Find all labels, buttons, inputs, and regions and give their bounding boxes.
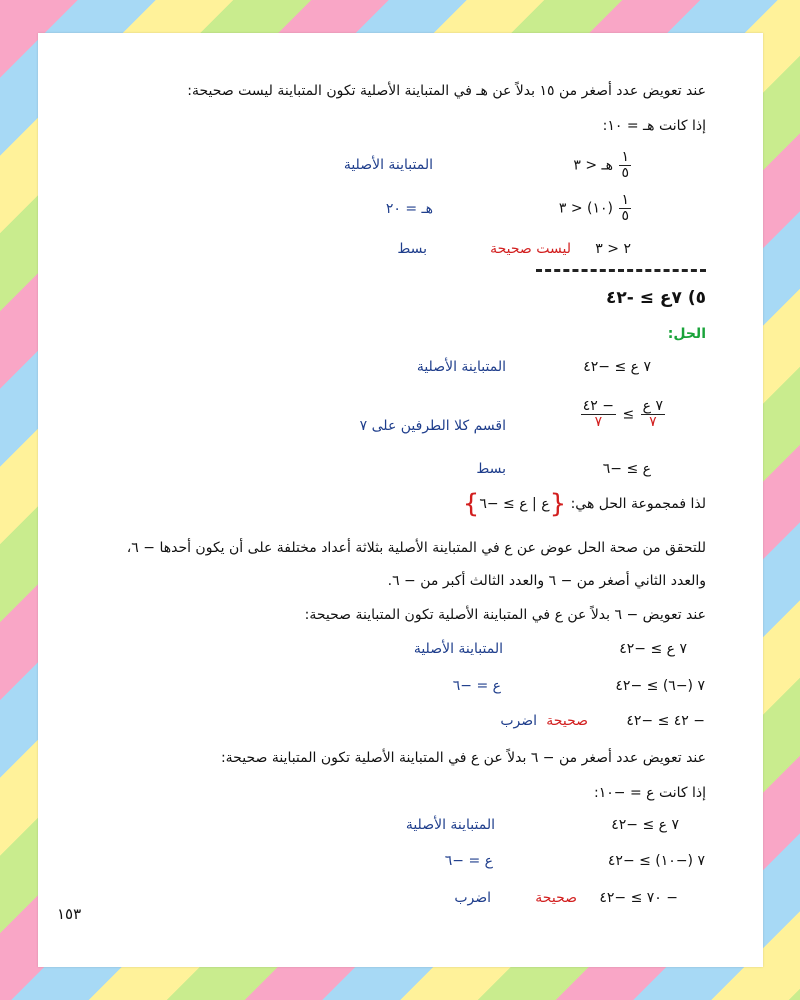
check3-right: اضرب — [500, 713, 537, 729]
page-sheet — [38, 33, 763, 967]
check-paragraph-3: عند تعويض − ٦ بدلاً عن ع في المتباينة الأصلية تكون المتباينة صحيحة: — [304, 607, 706, 623]
solution-set-inner: ع | ع ≥ −٦ — [479, 496, 550, 512]
ex2-left: $\frac{١}{٥}$ (١٠) < ٣ — [558, 192, 629, 224]
brace-open: { — [549, 489, 567, 519]
brace-close: } — [462, 489, 480, 519]
check6-right: اضرب — [454, 890, 491, 906]
ex2-right: هـ = ٢٠ — [385, 201, 433, 217]
check1-left: ٧ ع ≥ −٤٢ — [619, 641, 687, 657]
step2-right: اقسم كلا الطرفين على ٧ — [359, 418, 506, 434]
check4-right: المتباينة الأصلية — [405, 817, 495, 833]
ex3-status: ليست صحيحة — [490, 241, 571, 257]
page-number: ١٥٣ — [57, 905, 82, 923]
ex1-left: $\frac{١}{٥}$ هـ < ٣ — [573, 149, 629, 181]
solution-set-line — [462, 489, 706, 519]
intro-line: عند تعويض عدد أصغر من ١٥ بدلاً عن هـ في المتباينة الأصلية تكون المتباينة ليست صحيحة: — [187, 83, 706, 99]
step3-right: بسط — [476, 461, 506, 477]
check2-left: ٧ (−٦) ≥ −٤٢ — [615, 678, 705, 694]
if-line: إذا كانت هـ = ١٠: — [602, 118, 706, 134]
solution-set-text: لذا فمجموعة الحل هي: — [570, 496, 706, 512]
ex3-left: ٢ < ٣ — [595, 241, 631, 257]
ex1-fraction: $\frac{١}{٥}$ — [621, 149, 629, 181]
check-paragraph-2: والعدد الثاني أصغر من − ٦ والعدد الثالث أكبر من − ٦. — [387, 573, 706, 589]
check1-right: المتباينة الأصلية — [413, 641, 503, 657]
ex1-right: المتباينة الأصلية — [343, 157, 433, 173]
check3-status: صحيحة — [546, 713, 588, 729]
ex3-right: بسط — [397, 241, 427, 257]
step1-right: المتباينة الأصلية — [416, 359, 506, 375]
solution-label: الحل: — [667, 326, 706, 342]
check-paragraph-1: للتحقق من صحة الحل عوض عن ع في المتباينة الأصلية بثلاثة أعداد مختلفة على أن يكون أحدها − ٦، — [126, 540, 706, 556]
step2-fraction-right: $\frac{- ٤٢}{٧}$ — [582, 398, 615, 430]
step1-left: ٧ ع ≥ −٤٢ — [583, 359, 651, 375]
step2-left: $\frac{\text{٧ ع}}{٧}$ ≥ $\frac{- ٤٢}{٧}$ — [582, 398, 663, 430]
dashed-divider — [536, 269, 706, 272]
check4-left: ٧ ع ≥ −٤٢ — [611, 817, 679, 833]
check6-left: − ٧٠ ≥ −٤٢ — [599, 890, 678, 906]
ex2-fraction: $\frac{١}{٥}$ — [621, 192, 629, 224]
check5-left: ٧ (−١٠) ≥ −٤٢ — [607, 853, 705, 869]
check-paragraph-4: عند تعويض عدد أصغر من − ٦ بدلاً عن ع في المتباينة الأصلية تكون المتباينة صحيحة: — [220, 750, 706, 766]
step2-fraction-left: $\frac{\text{٧ ع}}{٧}$ — [642, 398, 663, 430]
problem-heading: ٥) ٧ع ≥ -٤٢ — [606, 288, 706, 308]
check5-right: ع = −٦ — [444, 853, 493, 869]
check3-left: − ٤٢ ≥ −٤٢ — [626, 713, 705, 729]
step3-left: ع ≥ −٦ — [602, 461, 651, 477]
check-paragraph-5: إذا كانت ع = −١٠: — [594, 785, 706, 801]
check2-right: ع = −٦ — [452, 678, 501, 694]
check6-status: صحيحة — [535, 890, 577, 906]
